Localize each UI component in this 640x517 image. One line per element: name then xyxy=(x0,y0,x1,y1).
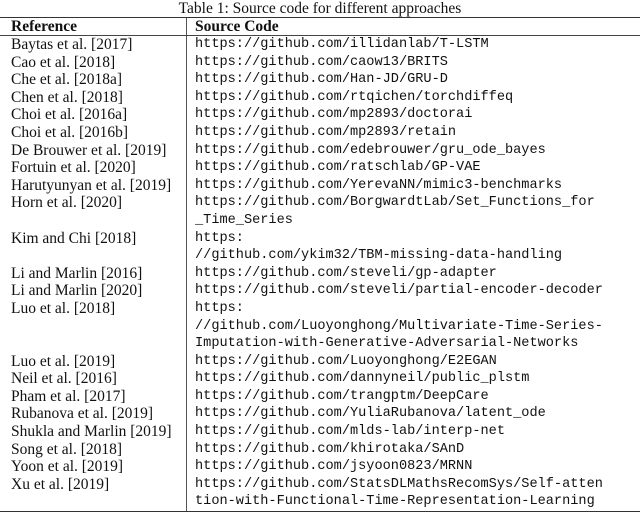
table-header-row xyxy=(0,18,640,36)
source-url-line: https: xyxy=(195,230,244,246)
source-code-cell xyxy=(187,476,640,511)
reference-cell: De Brouwer et al. [2019] xyxy=(0,142,187,160)
table-row xyxy=(0,353,640,371)
source-url-line: //github.com/ykim32/TBM-missing-data-handling xyxy=(195,248,563,264)
table-row xyxy=(0,282,640,300)
source-url-line: https://github.com/StatsDLMathsRecomSys/Self-atten xyxy=(195,476,603,492)
reference-cell: Choi et al. [2016a] xyxy=(0,106,187,124)
source-code-cell xyxy=(187,300,640,353)
source-url-line: _Time_Series xyxy=(195,212,293,228)
table-row xyxy=(0,124,640,142)
source-url-line: https://github.com/ratschlab/GP-VAE xyxy=(195,160,481,176)
source-url-line: https://github.com/Han-JD/GRU-D xyxy=(195,72,448,88)
source-url-line: https://github.com/illidanlab/T-LSTM xyxy=(195,37,489,52)
table-row xyxy=(0,300,640,353)
source-code-cell xyxy=(187,159,640,177)
table-body xyxy=(0,36,640,511)
source-url-line: https://github.com/steveli/gp-adapter xyxy=(195,265,497,281)
table-row xyxy=(0,71,640,89)
source-code-cell xyxy=(187,124,640,142)
source-code-cell xyxy=(187,71,640,89)
reference-cell: Harutyunyan et al. [2019] xyxy=(0,177,187,195)
source-url-line: https://github.com/jsyoon0823/MRNN xyxy=(195,459,473,475)
source-code-cell xyxy=(187,458,640,476)
header-reference: Reference xyxy=(0,18,187,35)
reference-cell: Fortuin et al. [2020] xyxy=(0,159,187,177)
source-url-line: https://github.com/YuliaRubanova/latent_ode xyxy=(195,406,546,422)
reference-cell: Pham et al. [2017] xyxy=(0,388,187,406)
source-code-cell xyxy=(187,54,640,72)
reference-cell: Shukla and Marlin [2019] xyxy=(0,423,187,441)
source-code-cell xyxy=(187,423,640,441)
source-url-line: https://github.com/edebrouwer/gru_ode_bayes xyxy=(195,142,546,158)
source-url-line: https: xyxy=(195,300,244,316)
table-row xyxy=(0,405,640,423)
reference-cell: Horn et al. [2020] xyxy=(0,194,187,229)
table-row xyxy=(0,423,640,441)
source-url-line: https://github.com/rtqichen/torchdiffeq xyxy=(195,89,514,105)
source-code-cell xyxy=(187,106,640,124)
reference-cell: Baytas et al. [2017] xyxy=(0,36,187,54)
source-code-table xyxy=(0,17,640,512)
table-row xyxy=(0,36,640,54)
source-url-line: Imputation-with-Generative-Adversarial-Networks xyxy=(195,336,579,352)
source-url-line: https://github.com/YerevaNN/mimic3-benchmarks xyxy=(195,177,563,193)
source-url-line: //github.com/Luoyonghong/Multivariate-Time-Series- xyxy=(195,318,603,334)
reference-cell: Luo et al. [2019] xyxy=(0,353,187,371)
table-row xyxy=(0,265,640,283)
source-url-line: https://github.com/mlds-lab/interp-net xyxy=(195,424,505,440)
table-row xyxy=(0,230,640,265)
table-row xyxy=(0,370,640,388)
source-code-cell xyxy=(187,36,640,54)
table-row xyxy=(0,159,640,177)
source-url-line: https://github.com/dannyneil/public_plstm xyxy=(195,371,530,387)
reference-cell: Chen et al. [2018] xyxy=(0,89,187,107)
source-code-cell xyxy=(187,388,640,406)
reference-cell: Li and Marlin [2020] xyxy=(0,282,187,300)
reference-cell: Li and Marlin [2016] xyxy=(0,265,187,283)
table-row xyxy=(0,89,640,107)
reference-cell: Choi et al. [2016b] xyxy=(0,124,187,142)
table-row xyxy=(0,476,640,511)
source-code-cell xyxy=(187,282,640,300)
source-code-cell xyxy=(187,194,640,229)
reference-cell: Xu et al. [2019] xyxy=(0,476,187,511)
reference-cell: Che et al. [2018a] xyxy=(0,71,187,89)
reference-cell: Song et al. [2018] xyxy=(0,441,187,459)
table-row xyxy=(0,142,640,160)
table-row xyxy=(0,194,640,229)
table-row xyxy=(0,177,640,195)
table-caption: Table 1: Source code for different approaches xyxy=(178,0,462,17)
source-url-line: https://github.com/khirotaka/SAnD xyxy=(195,441,465,457)
source-code-cell xyxy=(187,353,640,371)
source-url-line: https://github.com/steveli/partial-encoder-decoder xyxy=(195,283,603,299)
table-row xyxy=(0,458,640,476)
header-source-code: Source Code xyxy=(195,18,279,35)
source-code-cell xyxy=(187,370,640,388)
table-row xyxy=(0,54,640,72)
reference-cell: Kim and Chi [2018] xyxy=(0,230,187,265)
source-code-cell xyxy=(187,230,640,265)
source-code-cell xyxy=(187,265,640,283)
source-code-cell xyxy=(187,405,640,423)
source-url-line: https://github.com/mp2893/doctorai xyxy=(195,107,473,123)
source-url-line: https://github.com/caow13/BRITS xyxy=(195,54,448,70)
reference-cell: Neil et al. [2016] xyxy=(0,370,187,388)
source-code-cell xyxy=(187,89,640,107)
source-url-line: tion-with-Functional-Time-Representation-Learning xyxy=(195,494,595,510)
source-url-line: https://github.com/trangptm/DeepCare xyxy=(195,388,489,404)
source-code-cell xyxy=(187,177,640,195)
table-row xyxy=(0,388,640,406)
table-row xyxy=(0,441,640,459)
reference-cell: Luo et al. [2018] xyxy=(0,300,187,353)
source-url-line: https://github.com/mp2893/retain xyxy=(195,124,457,140)
reference-cell: Rubanova et al. [2019] xyxy=(0,405,187,423)
source-url-line: https://github.com/BorgwardtLab/Set_Functions_for xyxy=(195,195,595,211)
table-row xyxy=(0,106,640,124)
source-code-cell xyxy=(187,142,640,160)
source-url-line: https://github.com/Luoyonghong/E2EGAN xyxy=(195,353,497,369)
source-code-cell xyxy=(187,441,640,459)
reference-cell: Cao et al. [2018] xyxy=(0,54,187,72)
reference-cell: Yoon et al. [2019] xyxy=(0,458,187,476)
